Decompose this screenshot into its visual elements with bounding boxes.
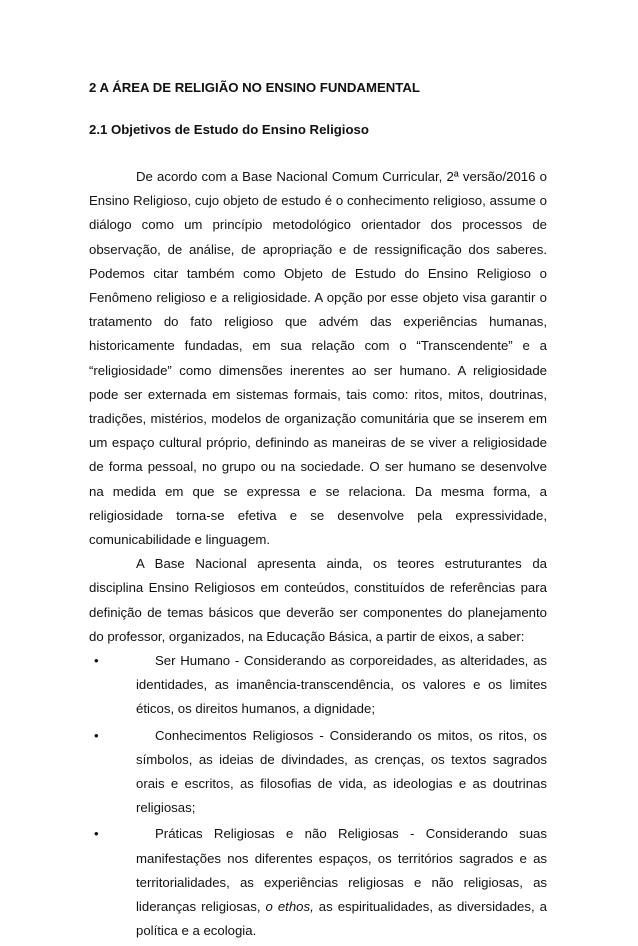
ethos-italic-text: o ethos, [265,899,314,915]
list-item-text-part: Práticas Religiosas e não Religiosas - Considerando suas manifestações nos diferentes espaços, os territórios sagrados e as territorialidades, as experiências religiosas e não religiosas, as lideranças religiosas, [136,826,547,915]
list-item-text [136,822,547,943]
paragraph-intro: De acordo com a Base Nacional Comum Curricular, 2ª versão/2016 o Ensino Religioso, cujo objeto de estudo é o conhecimento religioso, assume o diálogo como um princípio metodológico orientador dos processos de observação, de análise, de apropriação e de ressignificação dos saberes. Podemos citar também como Objeto de Estudo do Ensino Religioso o Fenômeno religioso e a religiosidade. A opção por esse objeto visa garantir o tratamento do fato religioso que advém das experiências humanas, historicamente fundadas, em sua relação com o “Transcendente” e a “religiosidade” como dimensões inerentes ao ser humano. A religiosidade pode ser externada em sistemas formais, tais como: ritos, mitos, doutrinas, tradições, mistérios, modelos de organização comunitária que se inserem em um espaço cultural próprio, definindo as maneiras de se viver a religiosidade de forma pessoal, no grupo ou na sociedade. O ser humano se desenvolve na medida em que se expressa e se relaciona. Da mesma forma, a religiosidade torna-se efetiva e se desenvolve pela expressividade, comunicabilidade e linguagem. [89,169,547,548]
section-heading: 2 A ÁREA DE RELIGIÃO NO ENSINO FUNDAMENTAL [89,80,420,95]
subsection-heading: 2.1 Objetivos de Estudo do Ensino Religioso [89,122,369,137]
paragraph-eixos: A Base Nacional apresenta ainda, os teores estruturantes da disciplina Ensino Religiosos em conteúdos, constituídos de referências para definição de temas básicos que deverão ser componentes do planejamento do professor, organizados, na Educação Básica, a partir de eixos, a saber: [89,556,547,644]
list-item-praticas-religiosas [89,822,547,943]
list-item-text-part: as espiritualidades, as diversidades, a política e a ecologia. [136,899,547,939]
bullet-icon: • [94,727,99,743]
list-item-ser-humano [89,649,547,722]
list-item-text: Ser Humano - Considerando as corporeidades, as alteridades, as identidades, as imanência-transcendência, os valores e os limites éticos, os direitos humanos, a dignidade; [136,653,547,717]
body-text [89,165,547,946]
list-item-text: Conhecimentos Religiosos - Considerando os mitos, os ritos, os símbolos, as ideias de divindades, as crenças, os textos sagrados orais e escritos, as filosofias de vida, as ideologias e as doutrinas religiosas; [136,727,547,816]
list-item-conhecimentos-religiosos [89,724,547,821]
bullet-icon: • [94,653,99,669]
bullet-icon: • [94,826,99,842]
eixos-list [89,649,547,943]
